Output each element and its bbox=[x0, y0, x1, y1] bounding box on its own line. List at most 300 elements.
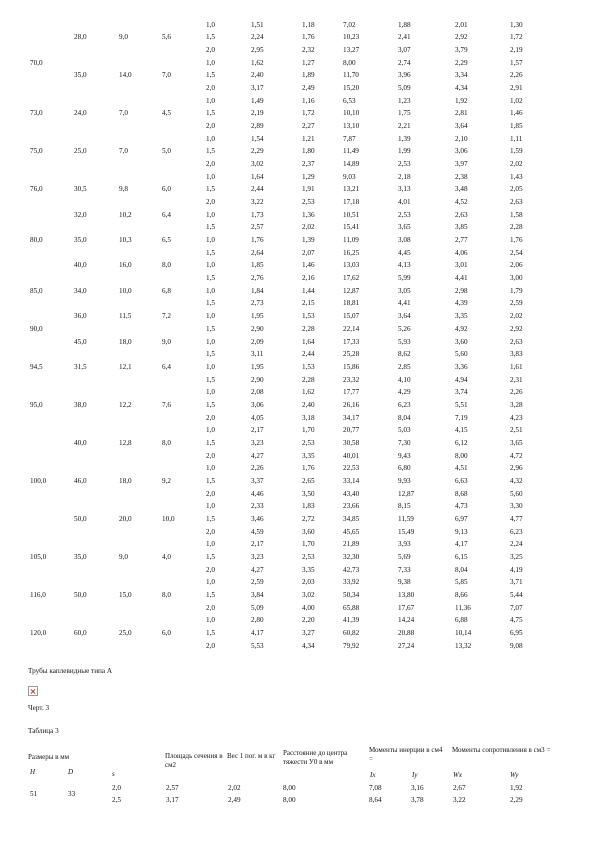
table-cell: 4,45 bbox=[398, 248, 411, 257]
table-cell: 32,0 bbox=[74, 210, 87, 219]
table-cell: 1,57 bbox=[510, 58, 523, 67]
table-cell: 1,0 bbox=[206, 616, 215, 625]
table-cell: 3,60 bbox=[455, 337, 468, 346]
table-cell: 5,0 bbox=[162, 147, 171, 156]
table-cell: 18,0 bbox=[119, 337, 132, 346]
table-cell: 1,5 bbox=[206, 274, 215, 283]
table-cell: 16,0 bbox=[119, 261, 132, 270]
table-cell: 42,73 bbox=[343, 565, 360, 574]
table-cell: 4,32 bbox=[510, 476, 523, 485]
table-cell: 1,53 bbox=[302, 312, 315, 321]
table-cell: 4,92 bbox=[455, 324, 468, 333]
table-cell: 1,5 bbox=[206, 629, 215, 638]
table-cell: 3,25 bbox=[510, 553, 523, 562]
table-cell: 2,28 bbox=[302, 324, 315, 333]
table-cell: 2,41 bbox=[398, 33, 411, 42]
table-cell: 2,27 bbox=[302, 121, 315, 130]
table-cell: 2,0 bbox=[206, 83, 215, 92]
table-cell: 1,73 bbox=[251, 210, 264, 219]
table-cell: 8,00 bbox=[283, 796, 296, 804]
table-cell: 2,57 bbox=[166, 784, 179, 792]
table-cell: 33 bbox=[68, 790, 76, 798]
table-cell: 1,43 bbox=[510, 172, 523, 181]
table-cell: 60,82 bbox=[343, 629, 360, 638]
table-cell: 76,0 bbox=[30, 185, 43, 194]
table-cell: 7,0 bbox=[119, 109, 128, 118]
table-cell: 41,39 bbox=[343, 616, 360, 625]
table-cell: 1,0 bbox=[206, 337, 215, 346]
table-cell: 34,17 bbox=[343, 413, 360, 422]
table-cell: 1,5 bbox=[206, 400, 215, 409]
table-cell: 2,29 bbox=[455, 58, 468, 67]
table-cell: 3,11 bbox=[251, 350, 264, 359]
table-cell: 5,51 bbox=[455, 400, 468, 409]
table-cell: 2,0 bbox=[206, 45, 215, 54]
table-cell: 2,80 bbox=[251, 616, 264, 625]
table-cell: 4,34 bbox=[455, 83, 468, 92]
table-cell: 4,34 bbox=[302, 641, 315, 650]
table-cell: 1,92 bbox=[455, 96, 468, 105]
table-cell: 9,8 bbox=[119, 185, 128, 194]
table-cell: 6,8 bbox=[162, 286, 171, 295]
table-cell: 4,73 bbox=[455, 502, 468, 511]
table-cell: 13,21 bbox=[343, 185, 360, 194]
table-cell: 5,03 bbox=[398, 426, 411, 435]
table-cell: 6,63 bbox=[455, 476, 468, 485]
table-cell: 11,36 bbox=[455, 603, 471, 612]
table-cell: 2,53 bbox=[302, 553, 315, 562]
table-cell: 2,0 bbox=[206, 565, 215, 574]
table-cell: 2,64 bbox=[251, 248, 264, 257]
table-cell: 21,89 bbox=[343, 540, 360, 549]
table-cell: 1,62 bbox=[251, 58, 264, 67]
table-cell: 95,0 bbox=[30, 400, 43, 409]
table-cell: 5,60 bbox=[510, 489, 523, 498]
table-cell: 8,0 bbox=[162, 261, 171, 270]
table-cell: 4,17 bbox=[455, 540, 468, 549]
table-cell: 10,51 bbox=[343, 210, 360, 219]
table-cell: 1,53 bbox=[302, 362, 315, 371]
table-cell: 2,40 bbox=[251, 71, 264, 80]
table-cell: 5,60 bbox=[455, 350, 468, 359]
table-cell: 15,86 bbox=[343, 362, 360, 371]
table-cell: 1,39 bbox=[398, 134, 411, 143]
table-cell: 1,0 bbox=[206, 286, 215, 295]
table-cell: 8,15 bbox=[398, 502, 411, 511]
table-cell: 32,30 bbox=[343, 553, 360, 562]
table-cell: 22,53 bbox=[343, 464, 360, 473]
table-cell: 1,44 bbox=[302, 286, 315, 295]
header-area: Площадь сечения в см2 bbox=[165, 752, 223, 769]
table-cell: 1,0 bbox=[206, 210, 215, 219]
table-cell: 4,5 bbox=[162, 109, 171, 118]
table-cell: 2,49 bbox=[228, 796, 241, 804]
table-cell: 2,0 bbox=[112, 784, 121, 792]
table-cell: 50,34 bbox=[343, 591, 360, 600]
table-cell: 5,09 bbox=[398, 83, 411, 92]
table-cell: 3,17 bbox=[166, 796, 179, 804]
table-cell: 2,91 bbox=[510, 83, 523, 92]
table-cell: 1,5 bbox=[206, 299, 215, 308]
table-cell: 1,80 bbox=[302, 147, 315, 156]
table-cell: 3,07 bbox=[398, 45, 411, 54]
table-cell: 26,16 bbox=[343, 400, 360, 409]
table-cell: 2,20 bbox=[302, 616, 315, 625]
header-Wx: Wx bbox=[453, 771, 462, 779]
table-cell: 2,72 bbox=[302, 515, 315, 524]
table-cell: 3,28 bbox=[510, 400, 523, 409]
table-cell: 2,17 bbox=[251, 540, 264, 549]
header-inertia: Моменты инерции в см4 = bbox=[369, 746, 443, 763]
table-cell: 3,05 bbox=[398, 286, 411, 295]
table-cell: 4,46 bbox=[251, 489, 264, 498]
table-cell: 22,14 bbox=[343, 324, 360, 333]
table-cell: 10,10 bbox=[343, 109, 360, 118]
table-cell: 15,07 bbox=[343, 312, 360, 321]
table-cell: 11,59 bbox=[398, 515, 414, 524]
table-cell: 1,64 bbox=[251, 172, 264, 181]
table-cell: 1,95 bbox=[251, 312, 264, 321]
table-cell: 13,80 bbox=[398, 591, 415, 600]
table-cell: 1,5 bbox=[206, 438, 215, 447]
table-cell: 3,23 bbox=[251, 438, 264, 447]
header-weight: Вес 1 пог. м в кг bbox=[227, 752, 276, 760]
table-cell: 3,93 bbox=[398, 540, 411, 549]
table-cell: 17,62 bbox=[343, 274, 360, 283]
table-cell: 18,81 bbox=[343, 299, 360, 308]
table-cell: 15,0 bbox=[119, 591, 132, 600]
table-cell: 1,92 bbox=[510, 784, 523, 792]
table-cell: 1,5 bbox=[206, 476, 215, 485]
table-cell: 2,0 bbox=[206, 198, 215, 207]
table-cell: 1,5 bbox=[206, 248, 215, 257]
table-cell: 10,0 bbox=[119, 286, 132, 295]
table-cell: 3,64 bbox=[398, 312, 411, 321]
table-cell: 4,52 bbox=[455, 198, 468, 207]
table-cell: 1,0 bbox=[206, 236, 215, 245]
table-cell: 11,09 bbox=[343, 236, 359, 245]
table-cell: 2,5 bbox=[112, 796, 121, 804]
table-cell: 85,0 bbox=[30, 286, 43, 295]
table-cell: 2,44 bbox=[251, 185, 264, 194]
table-cell: 2,53 bbox=[302, 438, 315, 447]
table-cell: 2,38 bbox=[455, 172, 468, 181]
header-Wy: Wy bbox=[510, 771, 519, 779]
table-cell: 25,0 bbox=[74, 147, 87, 156]
table-cell: 80,0 bbox=[30, 236, 43, 245]
table-cell: 7,6 bbox=[162, 400, 171, 409]
table-cell: 3,36 bbox=[455, 362, 468, 371]
table-cell: 6,12 bbox=[455, 438, 468, 447]
table-cell: 13,10 bbox=[343, 121, 360, 130]
table-cell: 1,54 bbox=[251, 134, 264, 143]
table-cell: 2,73 bbox=[251, 299, 264, 308]
table-cell: 2,0 bbox=[206, 451, 215, 460]
table-cell: 2,53 bbox=[302, 198, 315, 207]
table-cell: 20,0 bbox=[119, 515, 132, 524]
table-cell: 1,29 bbox=[302, 172, 315, 181]
table-cell: 17,33 bbox=[343, 337, 360, 346]
table-cell: 24,0 bbox=[74, 109, 87, 118]
table-cell: 20,77 bbox=[343, 426, 360, 435]
table-cell: 8,00 bbox=[283, 784, 296, 792]
table-cell: 2,57 bbox=[251, 223, 264, 232]
table-cell: 1,36 bbox=[302, 210, 315, 219]
table-cell: 2,19 bbox=[251, 109, 264, 118]
table-cell: 1,5 bbox=[206, 71, 215, 80]
table-cell: 1,72 bbox=[302, 109, 315, 118]
table-cell: 2,29 bbox=[510, 796, 523, 804]
table-cell: 7,0 bbox=[162, 71, 171, 80]
table-cell: 1,58 bbox=[510, 210, 523, 219]
table-cell: 13,27 bbox=[343, 45, 360, 54]
table-cell: 8,00 bbox=[343, 58, 356, 67]
table-cell: 4,17 bbox=[251, 629, 264, 638]
table-cell: 3,65 bbox=[398, 223, 411, 232]
table-cell: 25,0 bbox=[119, 629, 132, 638]
table-cell: 1,64 bbox=[302, 337, 315, 346]
table-cell: 4,01 bbox=[398, 198, 411, 207]
table-caption: Таблица 3 bbox=[28, 727, 59, 735]
table-cell: 2,0 bbox=[206, 641, 215, 650]
table-cell: 6,0 bbox=[162, 185, 171, 194]
table-cell: 2,98 bbox=[455, 286, 468, 295]
table-cell: 1,46 bbox=[302, 261, 315, 270]
table-cell: 90,0 bbox=[30, 324, 43, 333]
table-cell: 12,1 bbox=[119, 362, 132, 371]
table-cell: 25,28 bbox=[343, 350, 360, 359]
table-cell: 4,19 bbox=[510, 565, 523, 574]
table-cell: 23,66 bbox=[343, 502, 360, 511]
table-cell: 18,0 bbox=[119, 476, 132, 485]
table-cell: 7,07 bbox=[510, 603, 523, 612]
table-cell: 1,0 bbox=[206, 261, 215, 270]
table-cell: 4,27 bbox=[251, 565, 264, 574]
table-cell: 1,76 bbox=[510, 236, 523, 245]
table-cell: 35,0 bbox=[74, 553, 87, 562]
table-cell: 4,29 bbox=[398, 388, 411, 397]
table-cell: 1,0 bbox=[206, 540, 215, 549]
table-cell: 4,15 bbox=[455, 426, 468, 435]
table-cell: 8,66 bbox=[455, 591, 468, 600]
table-cell: 3,22 bbox=[453, 796, 466, 804]
table-cell: 2,92 bbox=[510, 324, 523, 333]
table-cell: 40,01 bbox=[343, 451, 360, 460]
table-cell: 40,0 bbox=[74, 438, 87, 447]
table-cell: 7,19 bbox=[455, 413, 468, 422]
table-cell: 34,0 bbox=[74, 286, 87, 295]
table-cell: 9,0 bbox=[119, 33, 128, 42]
table-cell: 2,26 bbox=[251, 464, 264, 473]
table-cell: 2,85 bbox=[398, 362, 411, 371]
table-cell: 1,0 bbox=[206, 388, 215, 397]
table-cell: 73,0 bbox=[30, 109, 43, 118]
table-cell: 2,90 bbox=[251, 375, 264, 384]
table-cell: 11,70 bbox=[343, 71, 359, 80]
table-cell: 5,69 bbox=[398, 553, 411, 562]
table-cell: 6,23 bbox=[398, 400, 411, 409]
table-cell: 45,65 bbox=[343, 527, 360, 536]
table-cell: 4,59 bbox=[251, 527, 264, 536]
table-cell: 1,0 bbox=[206, 312, 215, 321]
table-cell: 9,13 bbox=[455, 527, 468, 536]
table-cell: 4,72 bbox=[510, 451, 523, 460]
table-cell: 4,10 bbox=[398, 375, 411, 384]
table-cell: 2,77 bbox=[455, 236, 468, 245]
table-cell: 2,02 bbox=[510, 312, 523, 321]
table-cell: 35,0 bbox=[74, 236, 87, 245]
table-cell: 8,0 bbox=[162, 438, 171, 447]
table-cell: 1,0 bbox=[206, 578, 215, 587]
table-cell: 2,63 bbox=[510, 198, 523, 207]
table-cell: 3,79 bbox=[455, 45, 468, 54]
table-cell: 1,83 bbox=[302, 502, 315, 511]
table-cell: 1,0 bbox=[206, 20, 215, 29]
table-cell: 8,68 bbox=[455, 489, 468, 498]
table-cell: 2,0 bbox=[206, 603, 215, 612]
table-cell: 13,32 bbox=[455, 641, 472, 650]
table-cell: 2,0 bbox=[206, 121, 215, 130]
table-cell: 1,91 bbox=[302, 185, 315, 194]
table-cell: 3,18 bbox=[302, 413, 315, 422]
table-cell: 2,33 bbox=[251, 502, 264, 511]
table-cell: 3,01 bbox=[455, 261, 468, 270]
table-cell: 9,38 bbox=[398, 578, 411, 587]
table-cell: 4,27 bbox=[251, 451, 264, 460]
table-cell: 1,76 bbox=[302, 464, 315, 473]
table-cell: 2,28 bbox=[510, 223, 523, 232]
table-cell: 8,0 bbox=[162, 591, 171, 600]
table-cell: 3,27 bbox=[302, 629, 315, 638]
table-cell: 1,30 bbox=[510, 20, 523, 29]
table-cell: 3,37 bbox=[251, 476, 264, 485]
table-cell: 12,87 bbox=[343, 286, 360, 295]
table-cell: 2,05 bbox=[510, 185, 523, 194]
table-cell: 3,84 bbox=[251, 591, 264, 600]
table-cell: 9,2 bbox=[162, 476, 171, 485]
table-cell: 6,15 bbox=[455, 553, 468, 562]
table-cell: 8,04 bbox=[398, 413, 411, 422]
table-cell: 16,25 bbox=[343, 248, 360, 257]
table-cell: 1,76 bbox=[302, 33, 315, 42]
table-cell: 1,85 bbox=[251, 261, 264, 270]
table-cell: 1,5 bbox=[206, 147, 215, 156]
table-cell: 2,16 bbox=[302, 274, 315, 283]
table-cell: 34,85 bbox=[343, 515, 360, 524]
table-cell: 3,60 bbox=[302, 527, 315, 536]
table-cell: 6,4 bbox=[162, 210, 171, 219]
table-cell: 7,87 bbox=[343, 134, 356, 143]
table-cell: 2,17 bbox=[251, 426, 264, 435]
table-cell: 2,53 bbox=[398, 210, 411, 219]
table-cell: 1,02 bbox=[510, 96, 523, 105]
table-cell: 1,5 bbox=[206, 375, 215, 384]
table-cell: 1,5 bbox=[206, 350, 215, 359]
table-cell: 3,23 bbox=[251, 553, 264, 562]
table-cell: 28,0 bbox=[74, 33, 87, 42]
table-cell: 2,01 bbox=[455, 20, 468, 29]
table-cell: 14,24 bbox=[398, 616, 415, 625]
table-cell: 2,51 bbox=[510, 426, 523, 435]
table-cell: 2,02 bbox=[228, 784, 241, 792]
table-cell: 20,88 bbox=[398, 629, 415, 638]
table-cell: 33,14 bbox=[343, 476, 360, 485]
header-Ix: Ix bbox=[370, 771, 376, 779]
table-cell: 1,76 bbox=[251, 236, 264, 245]
table-cell: 3,85 bbox=[455, 223, 468, 232]
table-cell: 2,63 bbox=[510, 337, 523, 346]
header-Iy: Iy bbox=[412, 771, 418, 779]
table-cell: 1,18 bbox=[302, 20, 315, 29]
table-cell: 27,24 bbox=[398, 641, 415, 650]
table-cell: 3,96 bbox=[398, 71, 411, 80]
table-cell: 4,41 bbox=[455, 274, 468, 283]
broken-image-icon bbox=[28, 686, 38, 696]
table-cell: 5,53 bbox=[251, 641, 264, 650]
table-cell: 2,26 bbox=[510, 388, 523, 397]
table-cell: 1,0 bbox=[206, 464, 215, 473]
table-cell: 1,0 bbox=[206, 426, 215, 435]
table-cell: 2,0 bbox=[206, 159, 215, 168]
table-cell: 79,92 bbox=[343, 641, 360, 650]
table-cell: 2,24 bbox=[251, 33, 264, 42]
table-cell: 3,35 bbox=[455, 312, 468, 321]
table-cell: 4,0 bbox=[162, 553, 171, 562]
table-cell: 40,0 bbox=[74, 261, 87, 270]
table-cell: 4,00 bbox=[302, 603, 315, 612]
table-cell: 10,0 bbox=[162, 515, 175, 524]
table-cell: 3,48 bbox=[455, 185, 468, 194]
table-cell: 1,27 bbox=[302, 58, 315, 67]
table-cell: 3,83 bbox=[510, 350, 523, 359]
table-cell: 3,22 bbox=[251, 198, 264, 207]
table-cell: 38,0 bbox=[74, 400, 87, 409]
table-cell: 3,13 bbox=[398, 185, 411, 194]
table-cell: 2,53 bbox=[398, 159, 411, 168]
table-cell: 94,5 bbox=[30, 362, 43, 371]
header-resistance: Моменты сопротивления в см3 = bbox=[452, 746, 551, 754]
table-cell: 1,49 bbox=[251, 96, 264, 105]
table-cell: 10,3 bbox=[119, 236, 132, 245]
table-cell: 2,21 bbox=[398, 121, 411, 130]
section-title: Трубы каплевидные типа А bbox=[28, 667, 113, 675]
table-cell: 1,0 bbox=[206, 96, 215, 105]
table-cell: 30,5 bbox=[74, 185, 87, 194]
table-cell: 43,40 bbox=[343, 489, 360, 498]
table-cell: 2,37 bbox=[302, 159, 315, 168]
table-cell: 1,0 bbox=[206, 58, 215, 67]
header-H: H bbox=[30, 768, 36, 776]
table-cell: 7,02 bbox=[343, 20, 356, 29]
table-cell: 3,50 bbox=[302, 489, 315, 498]
table-cell: 17,77 bbox=[343, 388, 360, 397]
table-cell: 50,0 bbox=[74, 515, 87, 524]
table-cell: 10,23 bbox=[343, 33, 360, 42]
table-cell: 9,93 bbox=[398, 476, 411, 485]
table-cell: 2,31 bbox=[510, 375, 523, 384]
table-cell: 4,39 bbox=[455, 299, 468, 308]
table-cell: 1,23 bbox=[398, 96, 411, 105]
table-cell: 2,03 bbox=[302, 578, 315, 587]
table-cell: 3,17 bbox=[251, 83, 264, 92]
table-cell: 23,32 bbox=[343, 375, 360, 384]
table-cell: 5,09 bbox=[251, 603, 264, 612]
table-cell: 3,16 bbox=[411, 784, 424, 792]
table-cell: 4,23 bbox=[510, 413, 523, 422]
table-cell: 9,03 bbox=[343, 172, 356, 181]
table-cell: 116,0 bbox=[30, 591, 46, 600]
table-cell: 17,67 bbox=[398, 603, 415, 612]
